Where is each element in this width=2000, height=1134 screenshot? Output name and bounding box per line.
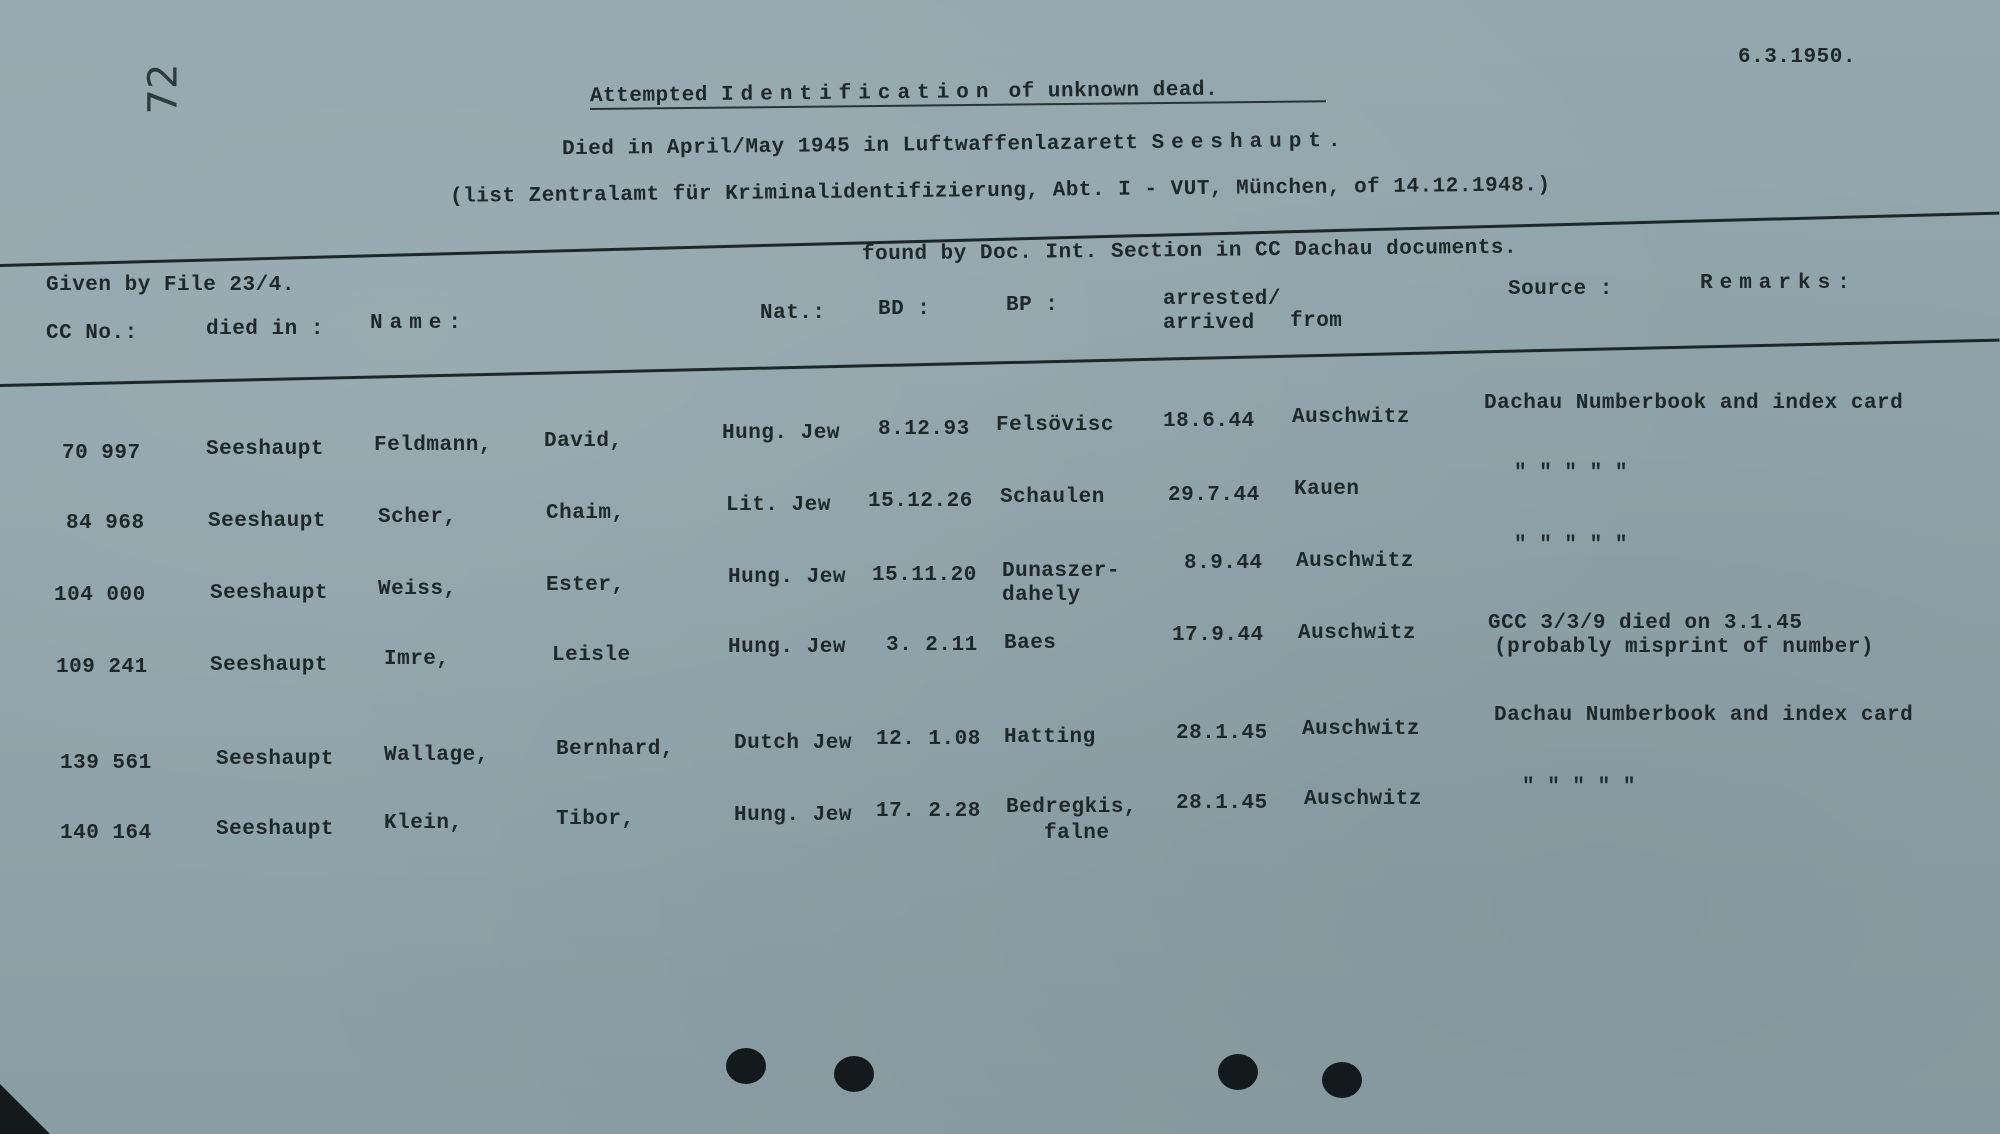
nationality: Hung. Jew	[728, 566, 846, 589]
birth-date: 15.11.20	[872, 564, 977, 587]
header-arrived: arrived	[1163, 312, 1255, 335]
birth-place: Hatting	[1004, 726, 1096, 749]
header-arrested: arrested/	[1163, 288, 1281, 311]
birth-date: 12. 1.08	[876, 728, 981, 751]
header-rule	[0, 339, 2000, 387]
title-spaced-word: Identification	[720, 81, 996, 107]
punch-hole	[726, 1048, 766, 1084]
subtitle-place: Seeshaupt.	[1151, 129, 1348, 155]
death-place: Seeshaupt	[216, 748, 334, 771]
source-note: (list Zentralamt für Kriminalidentifizierung, Abt. I - VUT, München, of 14.12.1948.)	[449, 174, 1551, 209]
surname: Imre,	[384, 648, 450, 671]
surname: Scher,	[378, 506, 457, 529]
header-remarks: Remarks:	[1700, 272, 1857, 295]
death-place: Seeshaupt	[210, 654, 328, 677]
header-name: Name:	[370, 312, 469, 335]
page-number-mark: 72	[140, 63, 187, 115]
given-name: Chaim,	[546, 502, 625, 525]
birth-place-cont: dahely	[1002, 584, 1081, 607]
birth-place: Baes	[1004, 632, 1057, 655]
cc-number: 104 000	[54, 584, 146, 607]
header-from: from	[1290, 310, 1343, 333]
death-place: Seeshaupt	[210, 582, 328, 605]
arrival-date: 29.7.44	[1168, 484, 1260, 507]
cc-number: 109 241	[56, 656, 148, 679]
birth-place-cont: falne	[1044, 822, 1110, 845]
nationality: Lit. Jew	[726, 494, 831, 517]
header-bd: BD :	[878, 298, 931, 321]
cc-number: 84 968	[66, 512, 145, 535]
given-name: Ester,	[546, 574, 625, 597]
document-subtitle	[562, 130, 1348, 162]
header-bp: BP :	[1006, 294, 1059, 317]
arrived-from: Auschwitz	[1296, 550, 1414, 573]
header-nat: Nat.:	[760, 302, 826, 325]
given-by-label: Given by File 23/4.	[46, 274, 295, 297]
found-by-label: found by Doc. Int. Section in CC Dachau documents.	[861, 236, 1518, 267]
birth-place: Bedregkis,	[1006, 796, 1138, 819]
arrived-from: Auschwitz	[1304, 788, 1422, 811]
nationality: Hung. Jew	[728, 636, 846, 659]
nationality: Dutch Jew	[734, 732, 852, 755]
header-died-in: died in :	[206, 318, 324, 341]
source-remark: " " " " "	[1514, 462, 1628, 485]
source-remark: Dachau Numberbook and index card	[1484, 392, 1904, 415]
given-name: Leisle	[552, 644, 631, 667]
birth-place: Felsövisc	[996, 414, 1114, 437]
surname: Klein,	[384, 812, 463, 835]
given-name: David,	[544, 430, 623, 453]
arrival-date: 8.9.44	[1184, 552, 1263, 575]
arrival-date: 18.6.44	[1163, 410, 1255, 433]
surname: Wallage,	[384, 744, 489, 767]
birth-date: 15.12.26	[868, 490, 973, 513]
birth-date: 17. 2.28	[876, 800, 981, 823]
cc-number: 140 164	[60, 822, 152, 845]
death-place: Seeshaupt	[216, 818, 334, 841]
arrived-from: Auschwitz	[1298, 622, 1416, 645]
punch-hole	[1322, 1062, 1362, 1098]
given-name: Tibor,	[556, 808, 635, 831]
birth-place: Dunaszer-	[1002, 560, 1120, 583]
punch-hole	[834, 1056, 874, 1092]
nationality: Hung. Jew	[734, 804, 852, 827]
arrival-date: 28.1.45	[1176, 792, 1268, 815]
arrived-from: Auschwitz	[1292, 406, 1410, 429]
title-suffix: of unknown dead.	[995, 78, 1219, 105]
title-prefix: Attempted	[589, 83, 722, 109]
surname: Feldmann,	[374, 434, 492, 457]
surname: Weiss,	[378, 578, 457, 601]
source-remark: Dachau Numberbook and index card	[1494, 704, 1914, 727]
source-remark-cont: (probably misprint of number)	[1494, 636, 1874, 659]
arrived-from: Auschwitz	[1302, 718, 1420, 741]
punch-hole	[1218, 1054, 1258, 1090]
birth-date: 8.12.93	[878, 418, 970, 441]
cc-number: 70 997	[62, 442, 141, 465]
arrived-from: Kauen	[1294, 478, 1360, 501]
cc-number: 139 561	[60, 752, 152, 775]
nationality: Hung. Jew	[722, 422, 840, 445]
death-place: Seeshaupt	[208, 510, 326, 533]
birth-date: 3. 2.11	[886, 634, 978, 657]
source-remark: GCC 3/3/9 died on 3.1.45	[1488, 612, 1803, 635]
death-place: Seeshaupt	[206, 438, 324, 461]
header-cc-no: CC No.:	[46, 322, 138, 345]
source-remark: " " " " "	[1522, 776, 1636, 799]
arrival-date: 28.1.45	[1176, 722, 1268, 745]
birth-place: Schaulen	[1000, 486, 1105, 509]
subtitle-prefix: Died in April/May 1945 in Luftwaffenlazarett	[561, 131, 1152, 162]
arrival-date: 17.9.44	[1172, 624, 1264, 647]
source-remark: " " " " "	[1514, 534, 1628, 557]
given-name: Bernhard,	[556, 738, 674, 761]
page-corner-shadow	[0, 1084, 50, 1134]
header-source: Source :	[1508, 278, 1613, 301]
document-date: 6.3.1950.	[1738, 46, 1856, 69]
